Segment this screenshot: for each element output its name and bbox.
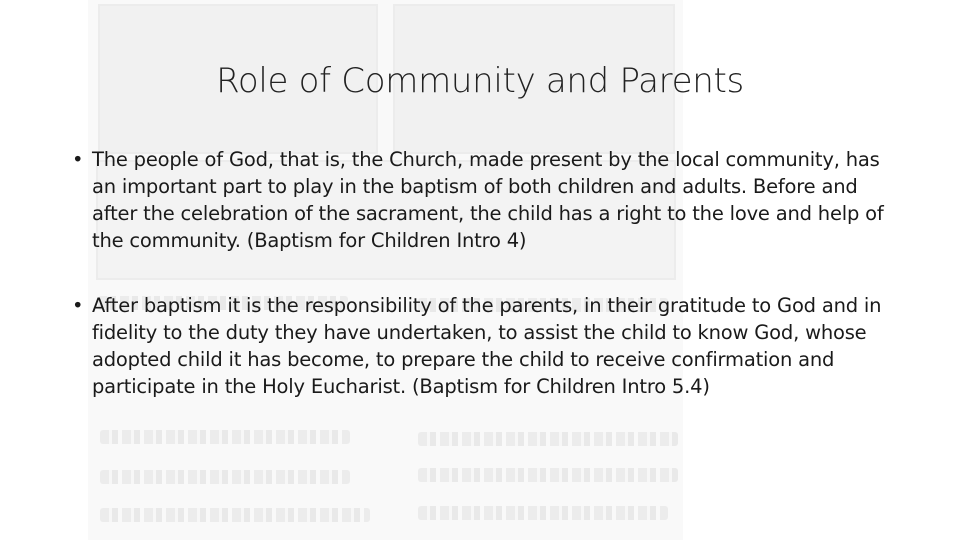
manuscript-script-line [418,506,668,520]
bullet-text: The people of God, that is, the Church, made present by the local community, has an important part to play in the baptism of both children and adults. Before and after the celebration of the sacrament, the child has a right to the love and help of the community. (Baptism for Children Intro 4) [92,148,884,252]
bullet-text: After baptism it is the responsibility of the parents, in their gratitude to God and in fidelity to the duty they have undertaken, to assist the child to know God, whose adopted child it has become, to prepare the child to receive confirmation and participate in the Holy Eucharist. (Baptism for Children Intro 5.4) [92,294,882,398]
manuscript-script-line [100,508,370,522]
bullet-marker: • [72,294,84,317]
manuscript-script-line [100,470,350,484]
bullet-item-parents [72,292,902,400]
manuscript-script-line [100,430,350,444]
manuscript-script-line [418,432,678,446]
manuscript-script-line [418,468,678,482]
bullet-list [72,146,902,400]
slide-title: Role of Community and Parents [216,61,744,101]
bullet-item-community [72,146,902,254]
bullet-marker: • [72,148,84,171]
